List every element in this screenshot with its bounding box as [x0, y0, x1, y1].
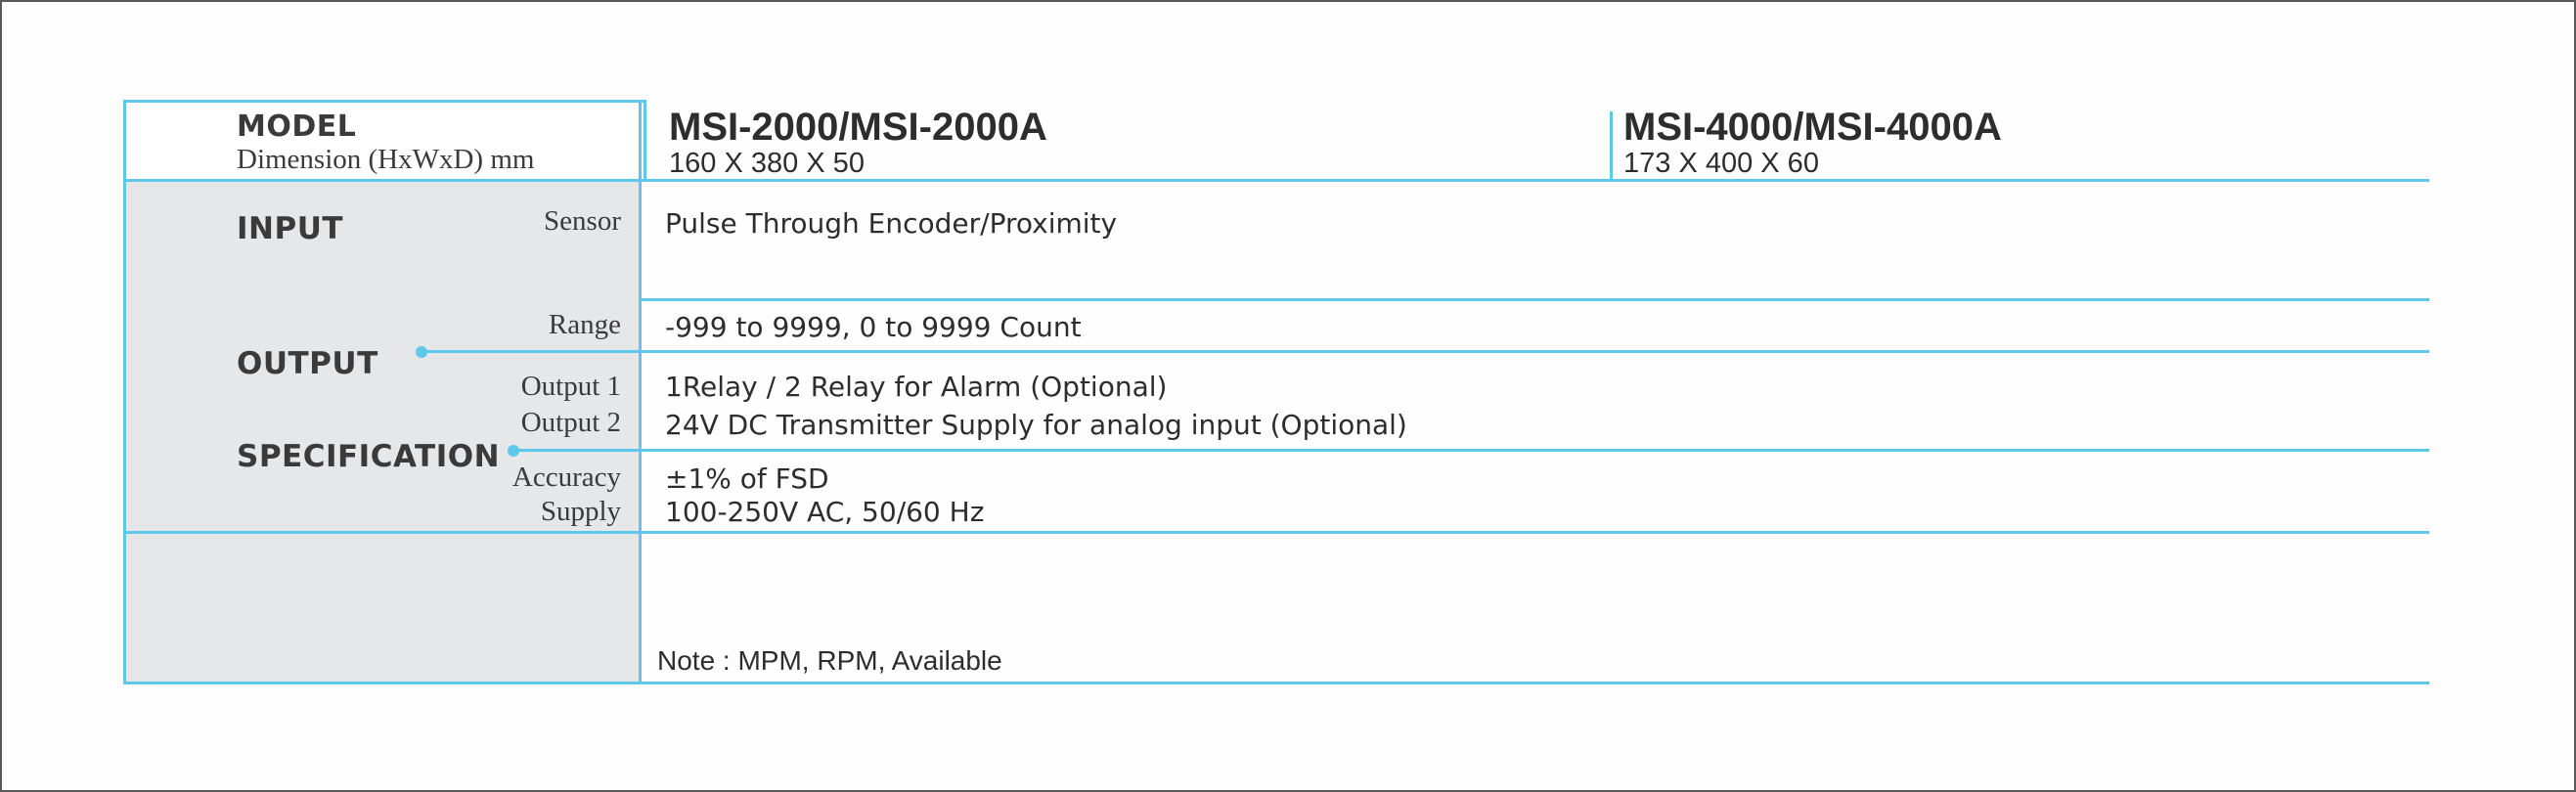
value-output-2: 24V DC Transmitter Supply for analog input (Optional)	[665, 409, 1407, 441]
table-bottom-border	[123, 682, 2429, 684]
output-connector-line	[421, 350, 2429, 353]
category-specification: SPECIFICATION	[237, 439, 501, 474]
param-supply: Supply	[540, 496, 621, 527]
param-range: Range	[548, 309, 621, 340]
dimension-label: Dimension (HxWxD) mm	[237, 144, 535, 175]
panel-right-border	[639, 100, 642, 684]
value-output-1: 1Relay / 2 Relay for Alarm (Optional)	[665, 371, 1168, 403]
value-sensor: Pulse Through Encoder/Proximity	[665, 207, 1118, 240]
specification-connector-dot	[508, 445, 519, 457]
model-label: MODEL	[237, 110, 357, 144]
param-output-2: Output 2	[520, 407, 621, 438]
model-dimension-1: 160 X 380 X 50	[669, 148, 865, 179]
specification-connector-line	[512, 449, 2429, 452]
header-divider	[123, 179, 2429, 182]
model-dimension-2: 173 X 400 X 60	[1623, 148, 1819, 179]
value-range: -999 to 9999, 0 to 9999 Count	[665, 311, 1082, 343]
model-column-divider	[1610, 111, 1613, 180]
param-output-1: Output 1	[520, 371, 621, 402]
model-name-1: MSI-2000/MSI-2000A	[669, 106, 1047, 149]
row-divider-supply	[123, 531, 2429, 534]
row-divider-sensor	[642, 298, 2429, 301]
param-sensor: Sensor	[544, 205, 621, 237]
value-supply: 100-250V AC, 50/60 Hz	[665, 496, 985, 528]
param-accuracy: Accuracy	[511, 462, 621, 493]
category-output: OUTPUT	[237, 346, 378, 381]
category-input: INPUT	[237, 211, 344, 246]
output-connector-dot	[416, 346, 427, 358]
panel-left-border	[123, 178, 126, 684]
value-accuracy: ±1% of FSD	[665, 462, 829, 495]
model-name-2: MSI-4000/MSI-4000A	[1623, 106, 2002, 149]
note-text: Note : MPM, RPM, Available	[657, 645, 1002, 676]
